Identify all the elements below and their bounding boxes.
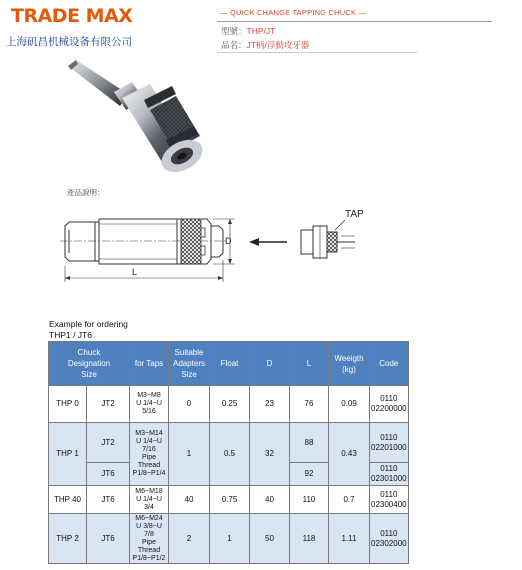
company-name: 上海矶昌机械设备有限公司 bbox=[6, 36, 132, 48]
cell-adapters: 40 bbox=[169, 486, 210, 514]
technical-drawing bbox=[55, 200, 375, 295]
header-for-taps: for Taps bbox=[130, 342, 169, 386]
cell-shank: JT2 bbox=[87, 423, 130, 463]
model-value: THP/JT bbox=[246, 26, 276, 36]
cell-taps: M6~M24 U 3/8~U 7/8 Pipe Thread P1/8~P1/2 bbox=[130, 514, 169, 564]
drawing-caption: 產品說明： bbox=[67, 188, 105, 197]
cell-shank: JT2 bbox=[87, 386, 130, 423]
cell-code: 0110 02300400 bbox=[370, 486, 409, 514]
model-line bbox=[221, 25, 275, 37]
dimension-d-label: D bbox=[225, 236, 232, 246]
header-adapters: Suitable Adapters Size bbox=[169, 342, 210, 386]
cell-d: 50 bbox=[250, 514, 290, 564]
product-photo bbox=[40, 52, 215, 182]
cell-weight: 0.09 bbox=[329, 386, 370, 423]
cell-float: 0.5 bbox=[210, 423, 250, 486]
table-row bbox=[49, 486, 409, 514]
header-d: D bbox=[250, 342, 290, 386]
name-label: 品名： bbox=[221, 40, 247, 50]
cell-code: 0110 02302000 bbox=[370, 514, 409, 564]
cell-weight: 0.7 bbox=[329, 486, 370, 514]
table-header-row bbox=[49, 342, 409, 386]
cell-weight: 0.43 bbox=[329, 423, 370, 486]
cell-adapters: 2 bbox=[169, 514, 210, 564]
header-chuck-size: Chuck Designation Size bbox=[49, 342, 130, 386]
header-divider bbox=[217, 21, 492, 22]
cell-taps: M3~M14 U 1/4~U 7/16 Pipe Thread P1/8~P1/4 bbox=[130, 423, 169, 486]
header-l: L bbox=[290, 342, 329, 386]
cell-d: 23 bbox=[250, 386, 290, 423]
cell-code: 0110 02201000 bbox=[370, 423, 409, 463]
header-weight: Weeigth (kg) bbox=[329, 342, 370, 386]
cell-adapters: 0 bbox=[169, 386, 210, 423]
cell-shank: JT6 bbox=[87, 514, 130, 564]
brand-logo: TRADE MAX bbox=[11, 5, 133, 27]
table-row bbox=[49, 423, 409, 463]
cell-model: THP 40 bbox=[49, 486, 87, 514]
ordering-line-1: Example for ordering bbox=[49, 319, 128, 329]
ordering-line-2: THP1 / JT6 bbox=[49, 330, 92, 340]
cell-float: 0.75 bbox=[210, 486, 250, 514]
table-row bbox=[49, 386, 409, 423]
cell-model: THP 0 bbox=[49, 386, 87, 423]
name-value: JT柄/浮動攻牙器 bbox=[246, 40, 310, 50]
cell-model: THP 1 bbox=[49, 423, 87, 486]
cell-d: 32 bbox=[250, 423, 290, 486]
ordering-example bbox=[49, 319, 128, 341]
cell-d: 40 bbox=[250, 486, 290, 514]
cell-shank: JT6 bbox=[87, 463, 130, 486]
cell-l: 110 bbox=[290, 486, 329, 514]
cell-code: 0110 02301000 bbox=[370, 463, 409, 486]
cell-shank: JT6 bbox=[87, 486, 130, 514]
cell-float: 0.25 bbox=[210, 386, 250, 423]
header-code: Code bbox=[370, 342, 409, 386]
cell-adapters: 1 bbox=[169, 423, 210, 486]
cell-l: 118 bbox=[290, 514, 329, 564]
cell-weight: 1.11 bbox=[329, 514, 370, 564]
cell-l: 88 bbox=[290, 423, 329, 463]
cell-code: 0110 02200000 bbox=[370, 386, 409, 423]
header-float: Float bbox=[210, 342, 250, 386]
table-row bbox=[49, 514, 409, 564]
cell-l: 92 bbox=[290, 463, 329, 486]
dimension-l-label: L bbox=[132, 267, 138, 277]
cell-model: THP 2 bbox=[49, 514, 87, 564]
cell-taps: M6~M18 U 1/4~U 3/4 bbox=[130, 486, 169, 514]
model-label: 型號： bbox=[221, 26, 247, 36]
spec-table bbox=[48, 341, 409, 564]
name-line bbox=[221, 39, 309, 51]
tap-label: TAP bbox=[345, 209, 364, 220]
header-divider-2 bbox=[217, 52, 417, 53]
cell-float: 1 bbox=[210, 514, 250, 564]
product-title: — QUICK CHANGE TAPPING CHUCK — bbox=[220, 8, 367, 17]
cell-l: 76 bbox=[290, 386, 329, 423]
cell-taps: M3~M8 U 1/4~U 5/16 bbox=[130, 386, 169, 423]
